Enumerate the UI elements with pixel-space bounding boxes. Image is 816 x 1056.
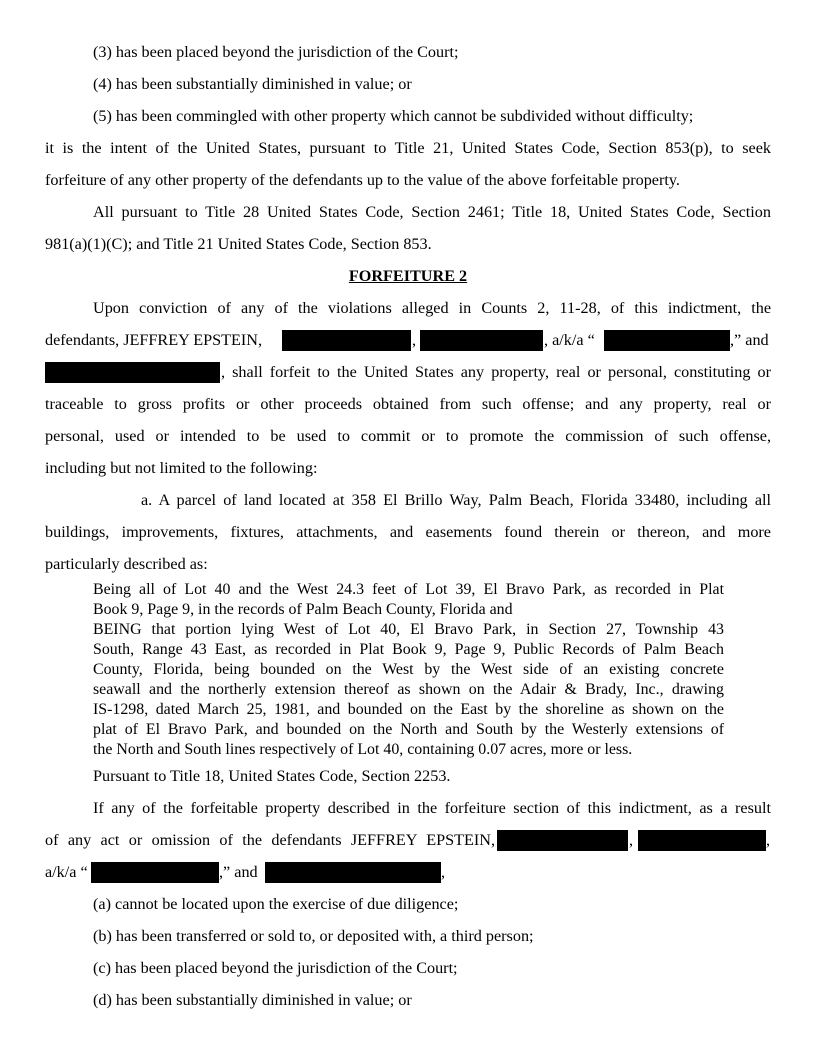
- list-item: (d) has been substantially diminished in value; or: [93, 991, 412, 1009]
- body-text-line: it is the intent of the United States, pursuant to Title 21, United States Code, Section 853(p), to seek: [45, 139, 771, 157]
- body-text-line: a. A parcel of land located at 358 El Brillo Way, Palm Beach, Florida 33480, including all: [141, 491, 771, 509]
- list-item: (4) has been substantially diminished in value; or: [93, 75, 412, 93]
- legal-description-line: the North and South lines respectively of Lot 40, containing 0.07 acres, more or less.: [93, 741, 633, 758]
- body-text-fragment: ,” and: [219, 863, 258, 881]
- redaction-box: [282, 330, 411, 351]
- punctuation: ,: [629, 831, 634, 849]
- body-text-line: of any act or omission of the defendants JEFFREY EPSTEIN,: [45, 831, 495, 849]
- body-text-line: 981(a)(1)(C); and Title 21 United States Code, Section 853.: [45, 235, 432, 253]
- punctuation: ,: [441, 863, 446, 881]
- body-text-line: personal, used or intended to be used to commit or to promote the commission of such offense,: [45, 427, 771, 445]
- body-text-line: buildings, improvements, fixtures, attachments, and easements found therein or thereon, and more: [45, 523, 771, 541]
- list-item: (5) has been commingled with other property which cannot be subdivided without difficulty;: [93, 107, 694, 125]
- body-text-fragment: , a/k/a “: [544, 331, 595, 349]
- list-item: (c) has been placed beyond the jurisdiction of the Court;: [93, 959, 458, 977]
- redaction-box: [497, 830, 628, 851]
- body-text-line: Upon conviction of any of the violations alleged in Counts 2, 11-28, of this indictment, the: [93, 299, 771, 317]
- legal-description-line: BEING that portion lying West of Lot 40, El Bravo Park, in Section 27, Township 43: [93, 621, 724, 638]
- punctuation: ,: [766, 831, 771, 849]
- body-text-line: including but not limited to the following:: [45, 459, 318, 477]
- body-text-line: traceable to gross profits or other proceeds obtained from such offense; and any property, real or: [45, 395, 771, 413]
- body-text-line: forfeiture of any other property of the defendants up to the value of the above forfeitable property.: [45, 171, 680, 189]
- redaction-box: [638, 830, 766, 851]
- legal-description-line: Being all of Lot 40 and the West 24.3 feet of Lot 39, El Bravo Park, as recorded in Plat: [93, 581, 724, 598]
- legal-description-line: County, Florida, being bounded on the West by the West side of an existing concrete: [93, 661, 724, 678]
- redaction-box: [265, 862, 441, 883]
- list-item: (a) cannot be located upon the exercise of due diligence;: [93, 895, 459, 913]
- legal-description-line: Book 9, Page 9, in the records of Palm Beach County, Florida and: [93, 601, 513, 618]
- body-text-fragment: ,” and: [730, 331, 769, 349]
- body-text-line: All pursuant to Title 28 United States Code, Section 2461; Title 18, United States Code, Section: [93, 203, 771, 221]
- list-item: (3) has been placed beyond the jurisdiction of the Court;: [93, 43, 459, 61]
- legal-description-line: South, Range 43 East, as recorded in Plat Book 9, Page 9, Public Records of Palm Beach: [93, 641, 724, 658]
- section-heading: FORFEITURE 2: [348, 267, 468, 285]
- redaction-box: [420, 330, 543, 351]
- body-text-line: , shall forfeit to the United States any property, real or personal, constituting or: [221, 363, 771, 381]
- body-text-line: defendants, JEFFREY EPSTEIN,: [45, 331, 263, 349]
- legal-description-line: IS-1298, dated March 25, 1981, and bounded on the East by the shoreline as shown on the: [93, 701, 724, 718]
- body-text-line: Pursuant to Title 18, United States Code, Section 2253.: [93, 767, 451, 785]
- redaction-box: [45, 362, 220, 383]
- punctuation: ,: [412, 331, 417, 349]
- body-text-line: If any of the forfeitable property described in the forfeiture section of this indictment, as a result: [93, 799, 771, 817]
- redaction-box: [604, 330, 730, 351]
- legal-description-line: seawall and the northerly extension thereof as shown on the Adair & Brady, Inc., drawing: [93, 681, 724, 698]
- list-item: (b) has been transferred or sold to, or deposited with, a third person;: [93, 927, 534, 945]
- body-text-fragment: a/k/a “: [45, 863, 88, 881]
- redaction-box: [91, 862, 219, 883]
- body-text-line: particularly described as:: [45, 555, 208, 573]
- legal-description-line: plat of El Bravo Park, and bounded on the North and South by the Westerly extensions of: [93, 721, 724, 738]
